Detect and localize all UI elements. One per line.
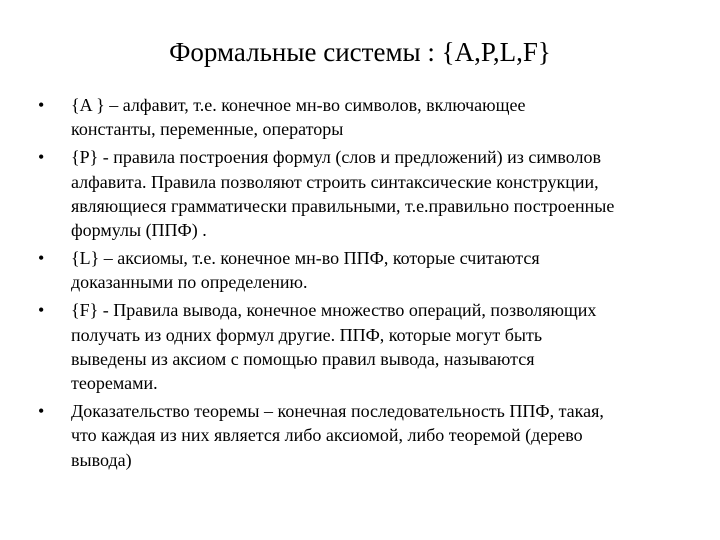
bullet-list xyxy=(38,93,678,476)
text-line: алфавита. Правила позволяют строить синтаксические конструкции, xyxy=(71,171,599,192)
bullet-item-formation-rules xyxy=(38,145,678,243)
text-line: {P} - правила построения формул (слов и предложений) из символов xyxy=(71,147,602,168)
bullet-text xyxy=(71,145,678,243)
bullet-text xyxy=(71,298,678,396)
text-line: формулы (ППФ) . xyxy=(71,220,207,241)
bullet-item-proof xyxy=(38,399,678,472)
text-line: константы, переменные, операторы xyxy=(71,119,344,140)
bullet-marker: • xyxy=(38,401,45,422)
text-line: Доказательство теоремы – конечная последовательность ППФ, такая, xyxy=(71,401,604,422)
bullet-marker: • xyxy=(38,95,45,115)
text-line: доказанными по определению. xyxy=(71,272,308,293)
text-line: выведены из аксиом с помощью правил вывода, называются xyxy=(71,348,535,369)
bullet-item-axioms xyxy=(38,246,678,295)
text-line: {F} - Правила вывода, конечное множество операций, позволяющих xyxy=(71,300,597,321)
text-line: что каждая из них является либо аксиомой, либо теоремой (дерево xyxy=(71,425,583,446)
text-line: {L} – аксиомы, т.е. конечное мн-во ППФ, которые считаются xyxy=(71,248,540,269)
bullet-marker: • xyxy=(38,248,45,269)
text-line: являющиеся грамматически правильными, т.е.правильно построенные xyxy=(71,195,615,216)
bullet-text xyxy=(71,399,678,472)
text-line: теоремами. xyxy=(71,373,158,394)
bullet-item-inference-rules xyxy=(38,298,678,396)
bullet-marker: • xyxy=(38,147,45,168)
slide-title: Формальные системы : {A,P,L,F} xyxy=(169,37,551,67)
bullet-item-alphabet xyxy=(38,93,678,142)
text-line: вывода) xyxy=(71,449,132,470)
bullet-text xyxy=(71,93,678,142)
bullet-marker: • xyxy=(38,300,45,321)
text-line: {A } – алфавит, т.е. конечное мн-во символов, включающее xyxy=(71,95,526,115)
text-line: получать из одних формул другие. ППФ, которые могут быть xyxy=(71,324,543,345)
bullet-text xyxy=(71,246,678,295)
